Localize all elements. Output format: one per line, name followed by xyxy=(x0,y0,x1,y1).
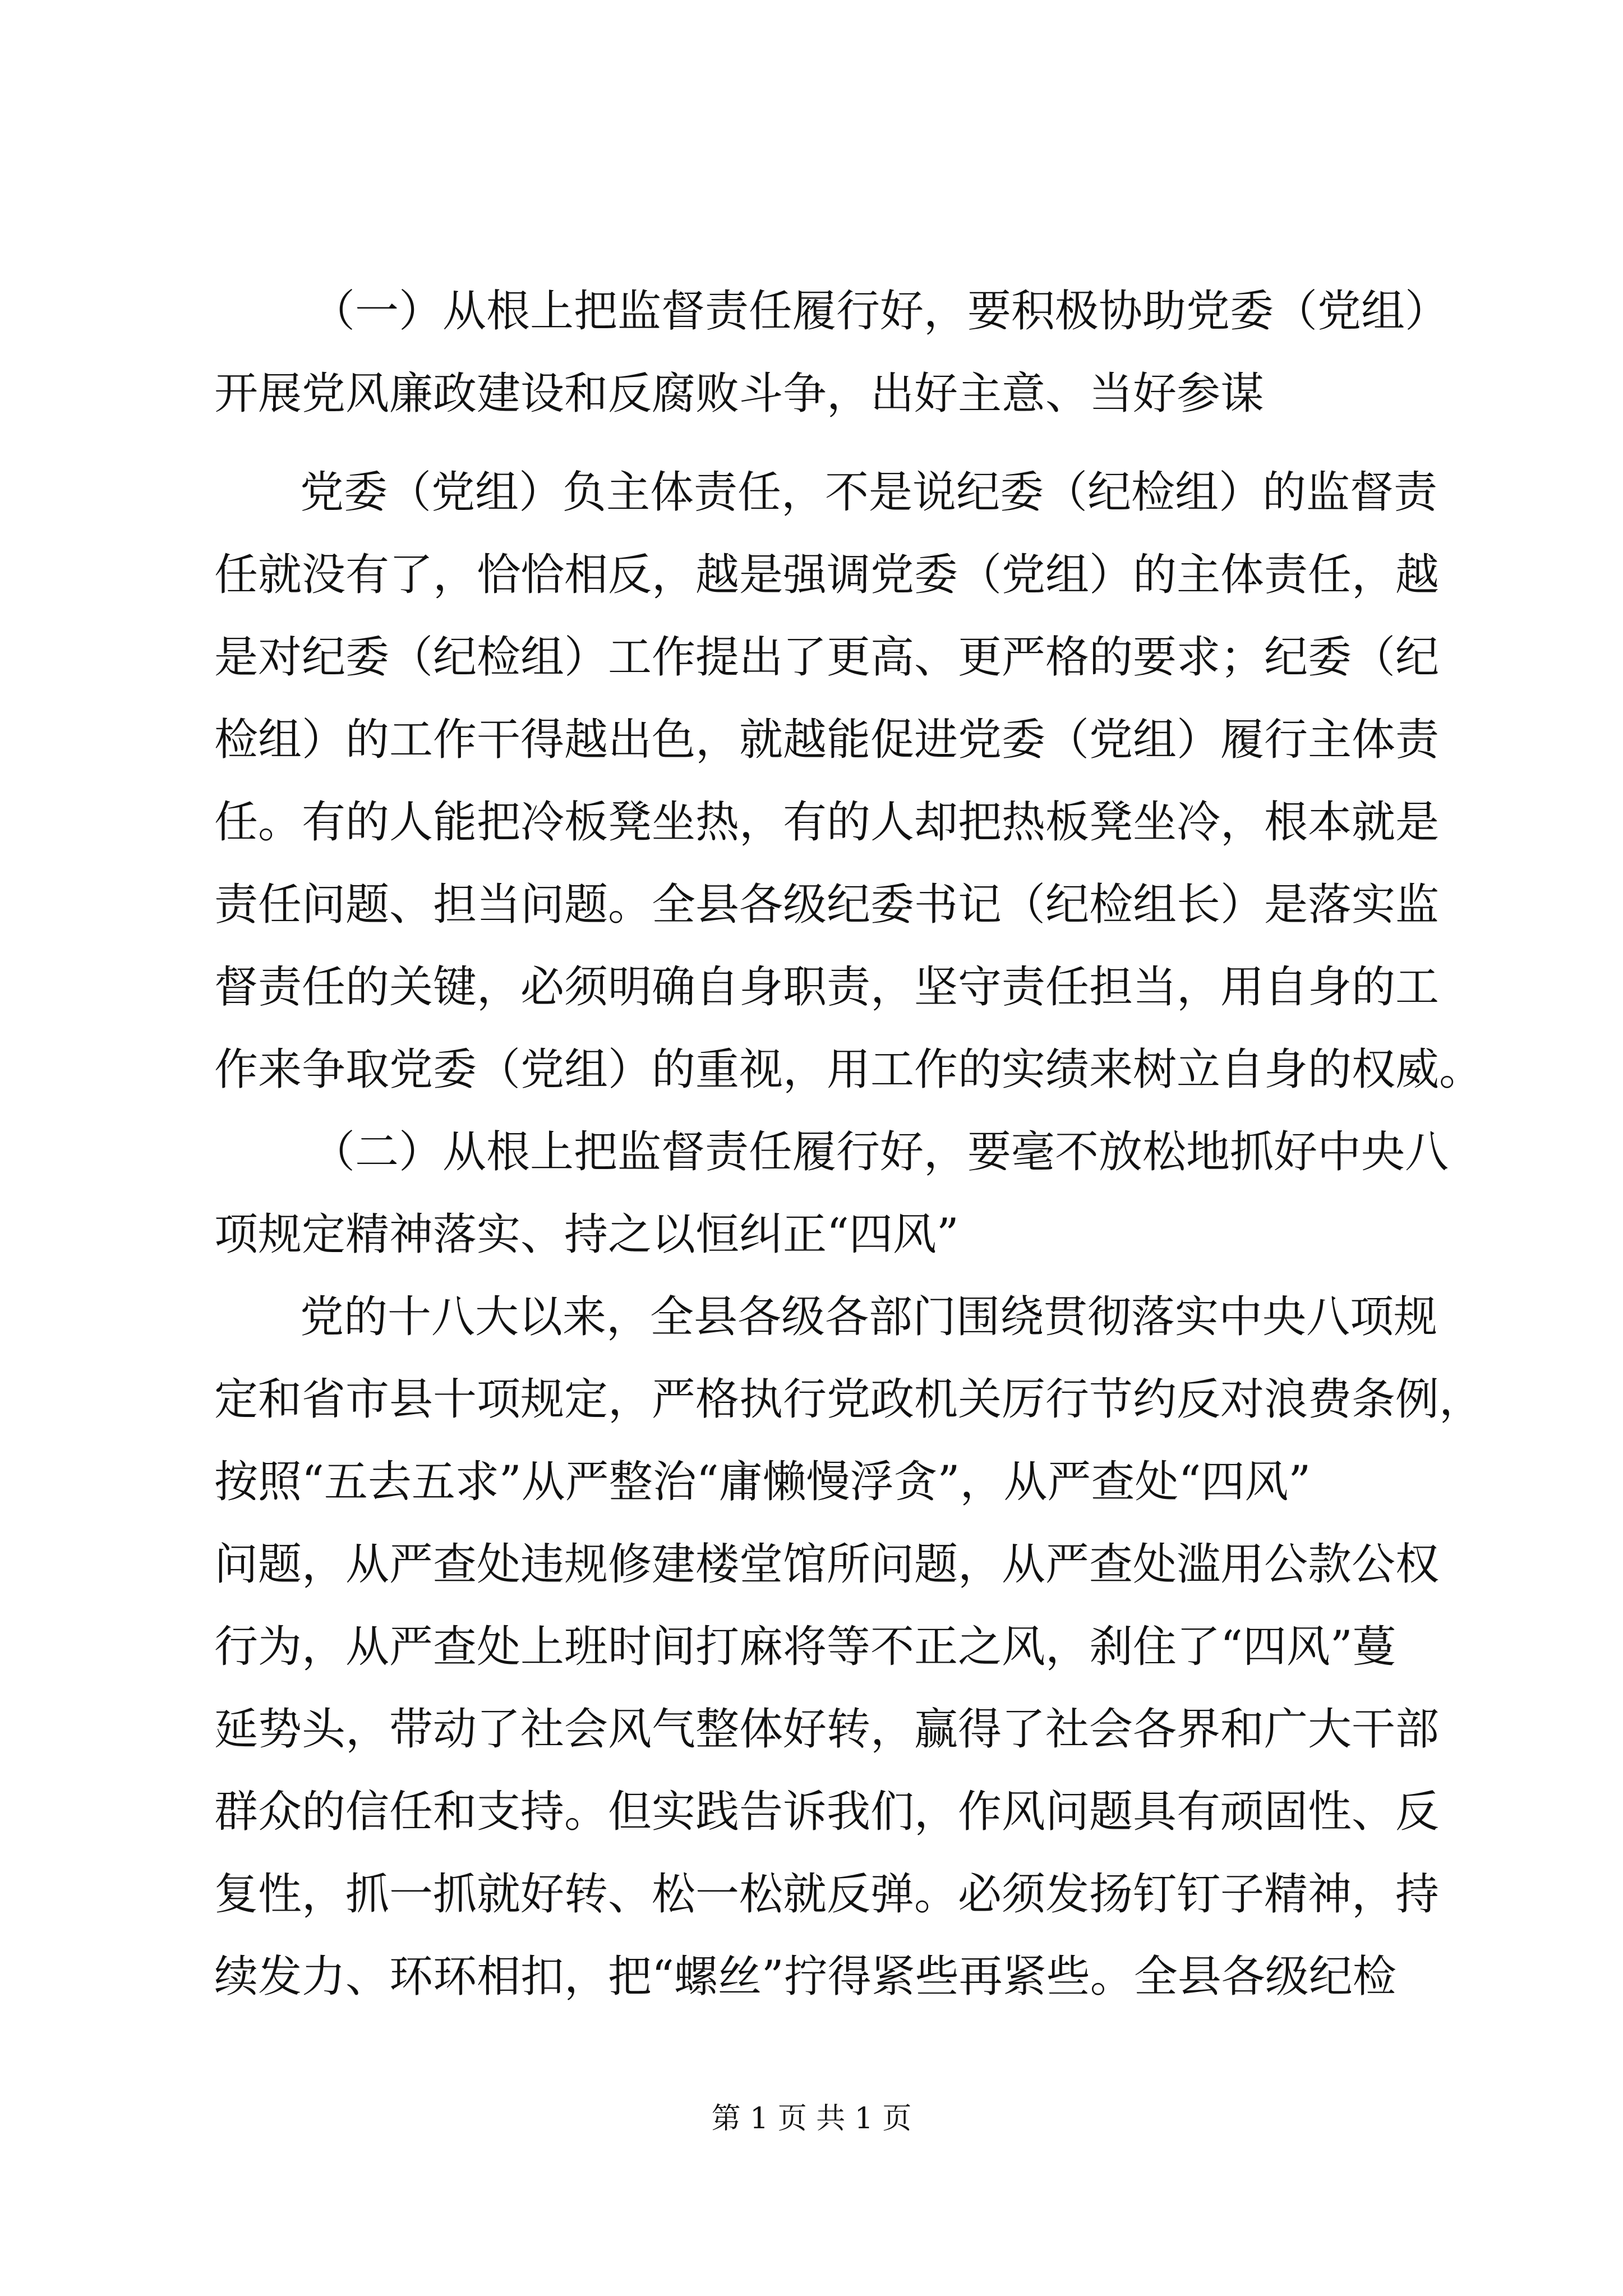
text-line: 项规定精神落实、持之以恒纠正“四风” xyxy=(214,1209,959,1260)
text-line: （二）从根上把监督责任履行好，要毫不放松地抓好中央八 xyxy=(311,1127,1449,1177)
text-line: 定和省市县十项规定，严格执行党政机关厉行节约反对浪费条例， xyxy=(214,1374,1483,1425)
text-line: 行为，从严查处上班时间打麻将等不正之风，刹住了“四风”蔓 xyxy=(214,1622,1396,1672)
text-line: （一）从根上把监督责任履行好，要积极协助党委（党组） xyxy=(311,286,1449,337)
text-line: 群众的信任和支持。但实践告诉我们，作风问题具有顽固性、反 xyxy=(214,1787,1440,1837)
text-line: 作来争取党委（党组）的重视，用工作的实绩来树立自身的权威。 xyxy=(214,1045,1483,1095)
text-line: 复性，抓一抓就好转、松一松就反弹。必须发扬钉钉子精神，持 xyxy=(214,1869,1440,1920)
text-line: 延势头，带动了社会风气整体好转，赢得了社会各界和广大干部 xyxy=(214,1704,1440,1755)
text-line: 党的十八大以来，全县各级各部门围绕贯彻落实中央八项规 xyxy=(300,1292,1438,1342)
text-line: 检组）的工作干得越出色，就越能促进党委（党组）履行主体责 xyxy=(214,715,1440,765)
text-line: 任就没有了，恰恰相反，越是强调党委（党组）的主体责任，越 xyxy=(214,550,1440,600)
text-line: 任。有的人能把冷板凳坐热，有的人却把热板凳坐冷，根本就是 xyxy=(214,797,1440,848)
text-line: 续发力、环环相扣，把“螺丝”拧得紧些再紧些。全县各级纪检 xyxy=(214,1952,1396,2002)
text-line: 问题，从严查处违规修建楼堂馆所问题，从严查处滥用公款公权 xyxy=(214,1539,1440,1590)
text-line: 督责任的关键，必须明确自身职责，坚守责任担当，用自身的工 xyxy=(214,962,1440,1013)
page-number-footer: 第 1 页 共 1 页 xyxy=(711,2102,912,2136)
text-line: 责任问题、担当问题。全县各级纪委书记（纪检组长）是落实监 xyxy=(214,880,1440,930)
text-line: 是对纪委（纪检组）工作提出了更高、更严格的要求；纪委（纪 xyxy=(214,632,1440,683)
text-line: 按照“五去五求”从严整治“庸懒慢浮贪”，从严查处“四风” xyxy=(214,1457,1311,1507)
text-line: 开展党风廉政建设和反腐败斗争，出好主意、当好参谋 xyxy=(214,369,1265,419)
text-line: 党委（党组）负主体责任，不是说纪委（纪检组）的监督责 xyxy=(300,467,1438,518)
